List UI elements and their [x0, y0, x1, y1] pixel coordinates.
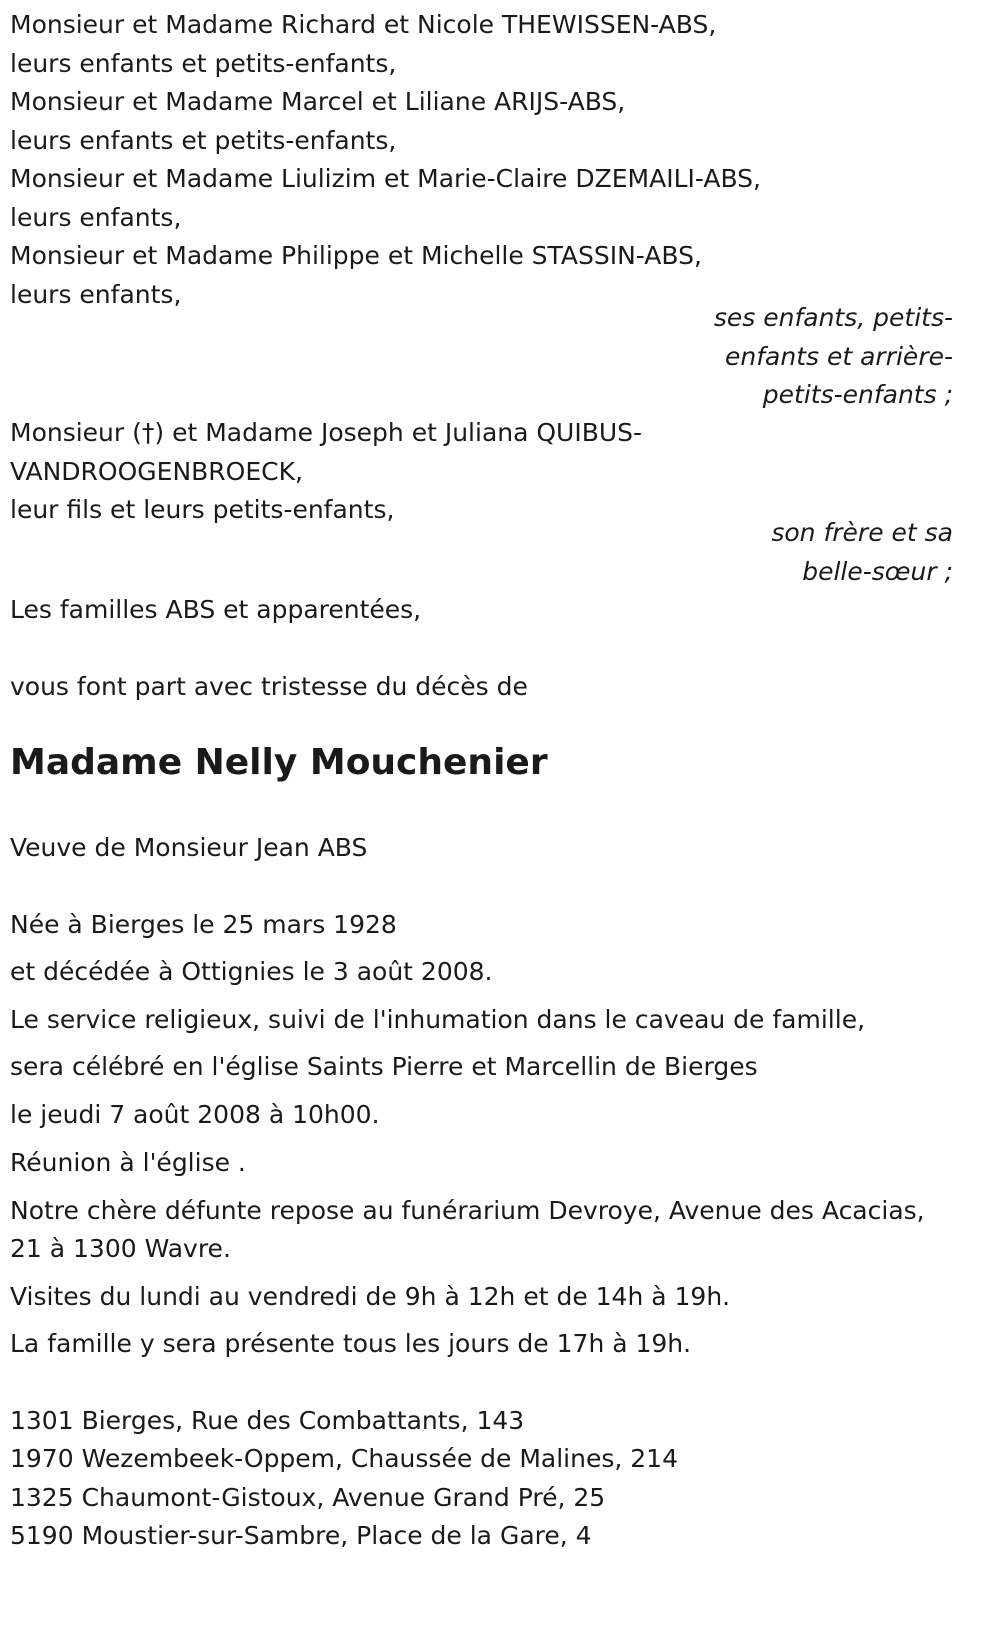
- relation-text: belle-sœur ;: [802, 557, 953, 586]
- relation-text: petits-enfants ;: [762, 380, 953, 409]
- relation-text: ses enfants, petits-: [713, 303, 953, 332]
- detail-line: le jeudi 7 août 2008 à 10h00.: [10, 1100, 380, 1129]
- detail-line: Née à Bierges le 25 mars 1928: [10, 910, 397, 939]
- family-line: leurs enfants et petits-enfants,: [10, 126, 397, 155]
- intro-text: vous font part avec tristesse du décès de: [10, 672, 528, 701]
- detail-line: et décédée à Ottignies le 3 août 2008.: [10, 957, 493, 986]
- family-line: Monsieur et Madame Marcel et Liliane ARIJS-ABS,: [10, 87, 626, 116]
- address-line: 1301 Bierges, Rue des Combattants, 143: [10, 1406, 525, 1435]
- presence-line: La famille y sera présente tous les jours de 17h à 19h.: [10, 1329, 692, 1358]
- funerarium-line: Notre chère défunte repose au funérarium Devroye, Avenue des Acacias,: [10, 1196, 925, 1225]
- funerarium-line: 21 à 1300 Wavre.: [10, 1234, 231, 1263]
- address-line: 1970 Wezembeek-Oppem, Chaussée de Malines, 214: [10, 1444, 678, 1473]
- relation-text: enfants et arrière-: [725, 342, 953, 371]
- family-line: Monsieur et Madame Richard et Nicole THEWISSEN-ABS,: [10, 10, 717, 39]
- family-line: leurs enfants,: [10, 280, 182, 309]
- widow-of: Veuve de Monsieur Jean ABS: [10, 833, 368, 862]
- families-line: Les familles ABS et apparentées,: [10, 595, 422, 624]
- visits-line: Visites du lundi au vendredi de 9h à 12h et de 14h à 19h.: [10, 1282, 731, 1311]
- detail-line: sera célébré en l'église Saints Pierre et Marcellin de Bierges: [10, 1052, 758, 1081]
- detail-line: Le service religieux, suivi de l'inhumation dans le caveau de famille,: [10, 1005, 866, 1034]
- brother-line: VANDROOGENBROECK,: [10, 457, 303, 486]
- family-line: Monsieur et Madame Liulizim et Marie-Claire DZEMAILI-ABS,: [10, 164, 761, 193]
- relation-text: son frère et sa: [771, 518, 953, 547]
- address-line: 5190 Moustier-sur-Sambre, Place de la Gare, 4: [10, 1521, 592, 1550]
- brother-line: Monsieur (†) et Madame Joseph et Juliana QUIBUS-: [10, 418, 643, 447]
- family-line: leurs enfants,: [10, 203, 182, 232]
- deceased-name: Madame Nelly Mouchenier: [10, 742, 548, 783]
- family-line: leurs enfants et petits-enfants,: [10, 49, 397, 78]
- address-line: 1325 Chaumont-Gistoux, Avenue Grand Pré, 25: [10, 1483, 606, 1512]
- detail-line: Réunion à l'église .: [10, 1148, 246, 1177]
- brother-line: leur fils et leurs petits-enfants,: [10, 495, 395, 524]
- family-line: Monsieur et Madame Philippe et Michelle STASSIN-ABS,: [10, 241, 702, 270]
